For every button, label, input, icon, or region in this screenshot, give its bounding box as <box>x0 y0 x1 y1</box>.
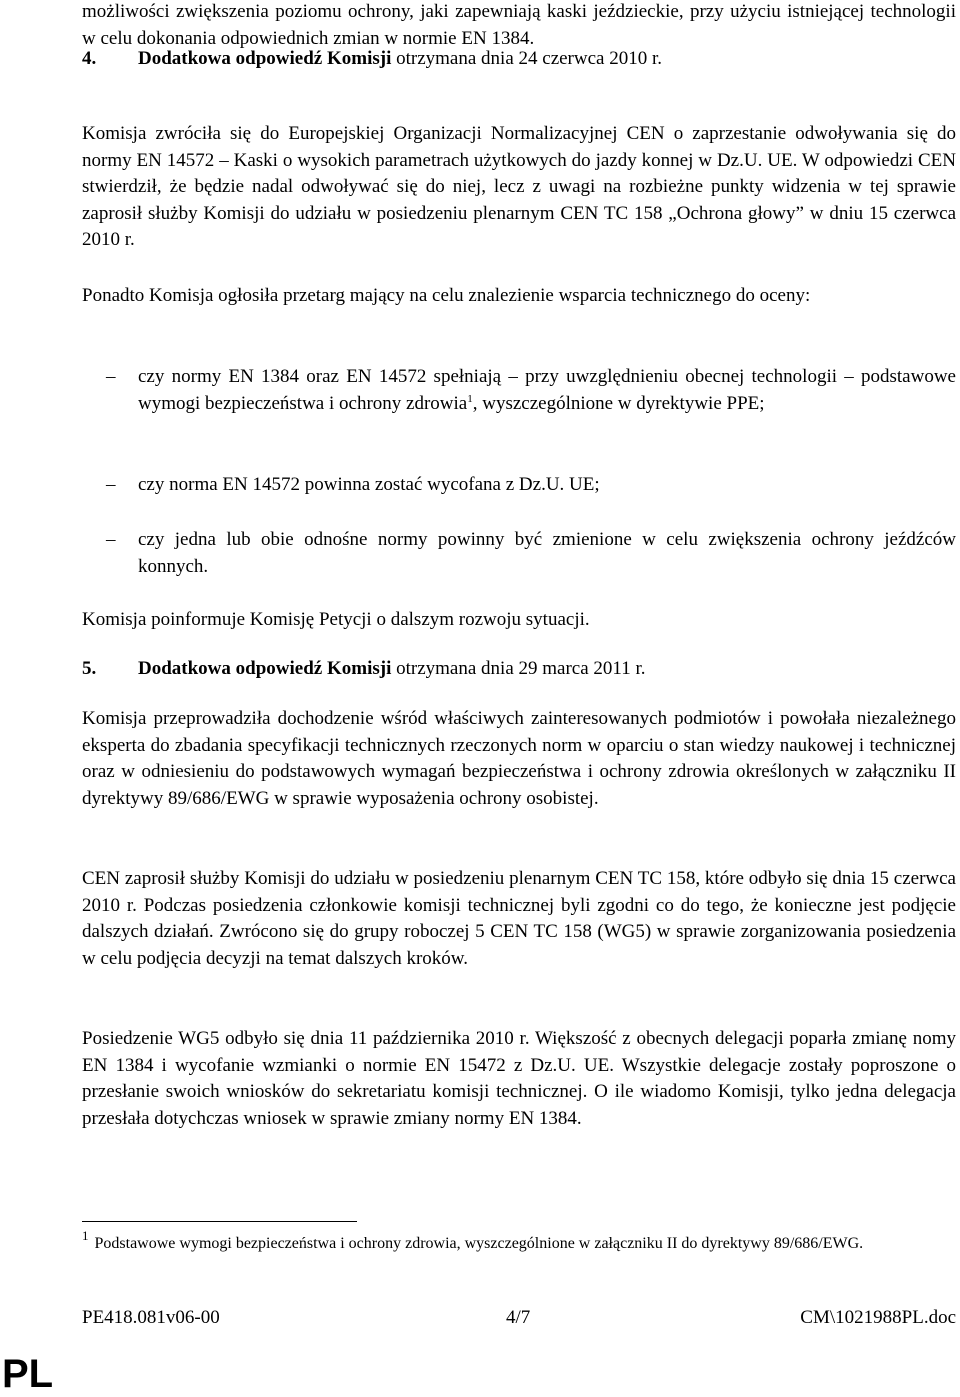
assessment-list-2 <box>82 472 956 499</box>
section-5-heading-date: otrzymana dnia 29 marca 2011 r. <box>391 658 646 679</box>
section-4-heading <box>82 46 956 73</box>
section-4-paragraph-2: Ponadto Komisja ogłosiła przetarg mający na celu znalezienie wsparcia technicznego do oceny: <box>82 285 811 306</box>
section-4-paragraph-1: Komisja zwróciła się do Europejskiej Organizacji Normalizacyjnej CEN o zaprzestanie odwoływania się do normy EN 14572 – Kaski o wysokich parametrach użytkowych do jazdy konnej w Dz.U. UE. W odpowiedzi CEN stwierdził, że będzie nadal odwoływać się do niej, lecz z uwagi na rozbieżne punkty widzenia w tej sprawie zaprosił służby Komisji do udziału w posiedzeniu plenarnym CEN TC 158 „Ochrona głowy” w dniu 15 czerwca 2010 r. <box>82 123 956 250</box>
list-item: – czy normy EN 1384 oraz EN 14572 spełniają – przy uwzględnieniu obecnej technologii – podstawowe wymogi bezpieczeństwa i ochrony zdrowia$^1$, wyszczególnione w dyrektywie PPE; <box>106 366 956 414</box>
section-4-heading-date: otrzymana dnia 24 czerwca 2010 r. <box>391 48 662 69</box>
section-4-heading-bold: Dodatkowa odpowiedź Komisji <box>138 48 392 69</box>
page-footer <box>82 1306 956 1330</box>
section-5-heading <box>82 656 956 683</box>
assessment-list-3 <box>82 527 956 580</box>
language-code: PL <box>2 1352 54 1396</box>
dash-bullet: – <box>106 366 116 387</box>
section-5-number: 5. <box>82 658 97 679</box>
footnote <box>82 1228 922 1256</box>
dash-bullet: – <box>106 474 116 495</box>
page-number: 4/7 <box>506 1307 531 1328</box>
footnote-number: 1 <box>82 1228 89 1243</box>
footnote-text: Podstawowe wymogi bezpieczeństwa i ochrony zdrowia, wyszczególnione w załączniku II do dyrektywy 89/686/EWG. <box>94 1235 864 1252</box>
section-4-paragraph-3: Komisja poinformuje Komisję Petycji o dalszym rozwoju sytuacji. <box>82 609 590 630</box>
dash-bullet: – <box>106 529 116 550</box>
list-item: – czy norma EN 14572 powinna zostać wycofana z Dz.U. UE; <box>82 472 956 499</box>
list-item: – czy jedna lub obie odnośne normy powinny być zmienione w celu zwiększenia ochrony jeźdźców konnych. <box>106 529 956 577</box>
section-5-heading-bold: Dodatkowa odpowiedź Komisji <box>138 658 392 679</box>
section-5-paragraph-3: Posiedzenie WG5 odbyło się dnia 11 października 2010 r. Większość z obecnych delegacji poparła zmianę nomy EN 1384 i wycofanie wzmianki o normie EN 15472 z Dz.U. UE. Wszystkie delegacje zostały poproszone o przesłanie swoich wniosków do sekretariatu komisji technicznej. O ile wiadomo Komisji, tylko jedna delegacja przesłała dotychczas wniosek w sprawie zmiany normy EN 1384. <box>82 1028 956 1129</box>
footnote-reference[interactable]: 1 <box>467 392 473 405</box>
section-4-number: 4. <box>82 48 97 69</box>
footnote-separator <box>82 1221 357 1222</box>
section-5-paragraph-1: Komisja przeprowadziła dochodzenie wśród właściwych zainteresowanych podmiotów i powołała niezależnego eksperta do zbadania specyfikacji technicznych rzeczonych norm w oparciu o stan wiedzy naukowej i technicznej oraz w odniesieniu do podstawowych wymagań bezpieczeństwa i ochrony zdrowia określonych w załączniku II dyrektywy 89/686/EWG w sprawie wyposażenia ochrony osobistej. <box>82 708 956 809</box>
assessment-list <box>82 364 956 417</box>
section-5-paragraph-2: CEN zaprosił służby Komisji do udziału w posiedzeniu plenarnym CEN TC 158, które odbyło się dnia 15 czerwca 2010 r. Podczas posiedzenia członkowie komisji technicznej byli zgodni co do tego, że konieczne jest podjęcie dalszych działań. Zwrócono się do grupy roboczej 5 CEN TC 158 (WG5) w sprawie zorganizowania posiedzenia w celu podjęcia decyzji na temat dalszych kroków. <box>82 868 956 969</box>
document-reference: PE418.081v06-00 <box>82 1307 220 1328</box>
file-name: CM\1021988PL.doc <box>800 1307 956 1328</box>
intro-continuation: możliwości zwiększenia poziomu ochrony, jaki zapewniają kaski jeździeckie, przy użyciu istniejącej technologii w celu dokonania odpowiednich zmian w normie EN 1384. <box>82 1 956 49</box>
